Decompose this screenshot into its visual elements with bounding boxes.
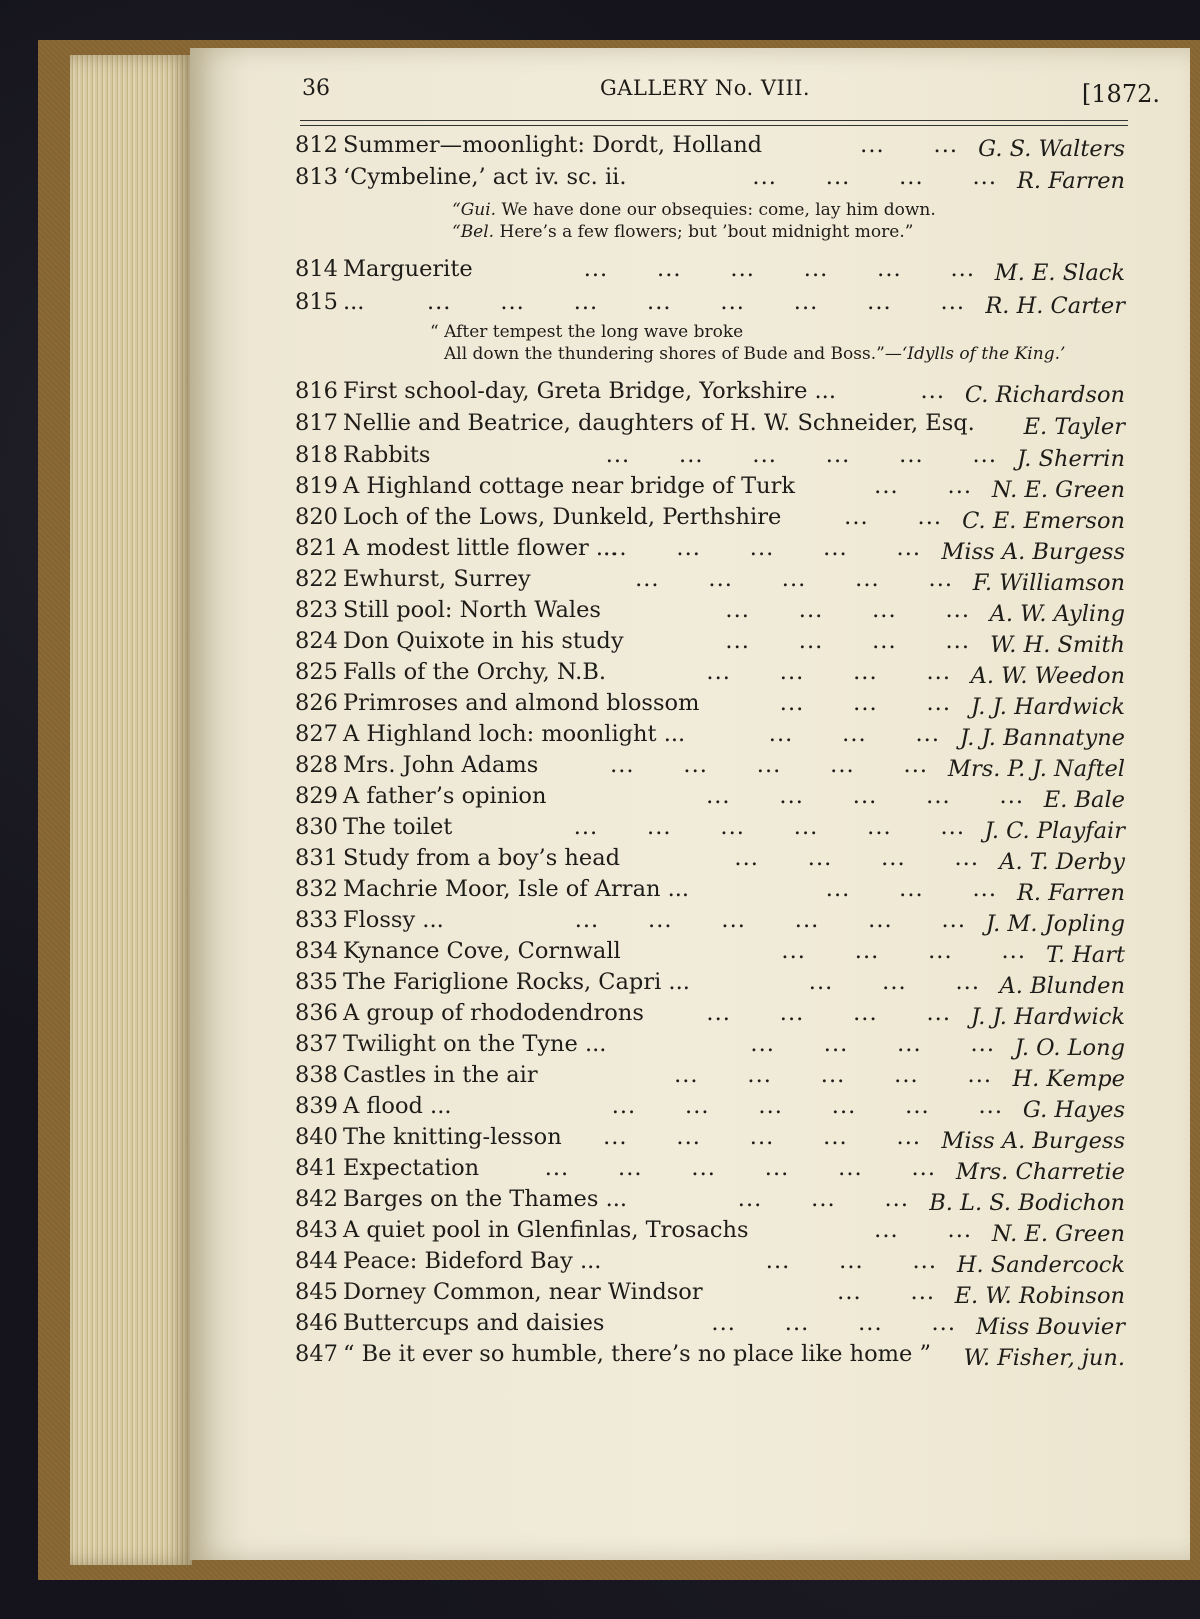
entry-artist: A. W. Weedon <box>970 663 1125 689</box>
catalogue-entry <box>295 504 1125 534</box>
leader-dots: ... ... ... ... <box>725 628 970 654</box>
entry-number: 816 <box>295 378 338 404</box>
catalogue-entry <box>295 783 1125 813</box>
catalogue-entry <box>295 907 1125 937</box>
catalogue-entry <box>295 442 1125 472</box>
entry-artist: T. Hart <box>1046 942 1125 968</box>
catalogue-entry <box>295 1062 1125 1092</box>
entry-artist: Miss A. Burgess <box>941 539 1125 565</box>
entry-artist: J. J. Hardwick <box>970 1004 1125 1030</box>
entry-number: 846 <box>295 1310 338 1336</box>
catalogue-entry <box>295 845 1125 875</box>
entry-title: Flossy ... <box>343 907 444 933</box>
entry-title: Primroses and almond blossom <box>343 690 700 716</box>
entry-title: The knitting-lesson <box>343 1124 562 1150</box>
entry-number: 840 <box>295 1124 338 1150</box>
speaker: “Bel. <box>452 222 495 242</box>
catalogue-page <box>190 48 1190 1560</box>
entry-number: 836 <box>295 1000 338 1026</box>
entry-number: 841 <box>295 1155 338 1181</box>
entry-artist: N. E. Green <box>991 477 1125 503</box>
entry-artist: J. M. Jopling <box>985 911 1125 937</box>
entry-number: 815 <box>295 289 338 315</box>
catalogue-entry <box>295 164 1125 194</box>
leader-dots: ... ... ... ... ... <box>603 1124 921 1150</box>
entry-number: 818 <box>295 442 338 468</box>
entry-artist: R. Farren <box>1016 880 1125 906</box>
leader-dots: ... ... ... ... ... ... <box>544 1155 936 1181</box>
entry-number: 824 <box>295 628 338 654</box>
leader-dots: ... <box>920 378 945 404</box>
leader-dots: ... ... <box>860 132 958 158</box>
entry-artist: H. Kempe <box>1012 1066 1125 1092</box>
entry-title: Buttercups and daisies <box>343 1310 605 1336</box>
entry-title: Barges on the Thames ... <box>343 1186 628 1212</box>
catalogue-entry <box>295 1186 1125 1216</box>
catalogue-entry <box>295 1341 1125 1371</box>
leader-dots: ... ... ... ... <box>752 164 997 190</box>
leader-dots: ... ... ... ... ... <box>674 1062 992 1088</box>
entry-title: Mrs. John Adams <box>343 752 539 778</box>
quote-source: ‘Idylls of the King.’ <box>901 344 1066 364</box>
entry-title: Study from a boy’s head <box>343 845 621 871</box>
quote-text: “ After tempest the long wave broke <box>430 322 744 342</box>
catalogue-entry <box>295 1031 1125 1061</box>
entry-artist: J. C. Playfair <box>984 818 1125 844</box>
entry-artist: N. E. Green <box>991 1221 1125 1247</box>
quote-text: Here’s a few flowers; but ’bout midnight more.” <box>499 222 914 242</box>
running-head: GALLERY No. VIII. <box>600 76 811 100</box>
catalogue-entry <box>295 289 1125 319</box>
quote-text: We have done our obsequies: come, lay him down. <box>501 200 936 220</box>
entry-number: 847 <box>295 1341 338 1367</box>
entry-title: “ Be it ever so humble, there’s no place like home ” <box>343 1341 931 1367</box>
leader-dots: ... ... ... ... ... <box>610 752 928 778</box>
header-rule <box>300 125 1128 126</box>
entry-artist: Miss Bouvier <box>975 1314 1125 1340</box>
entry-title: Twilight on the Tyne ... <box>343 1031 607 1057</box>
entry-title: A Highland cottage near bridge of Turk <box>343 473 795 499</box>
catalogue-entry <box>295 132 1125 162</box>
entry-artist: F. Williamson <box>972 570 1125 596</box>
page-number: 36 <box>302 76 330 101</box>
entry-title: The Fariglione Rocks, Capri ... <box>343 969 690 995</box>
entry-artist: A. W. Ayling <box>989 601 1125 627</box>
entry-number: 821 <box>295 535 338 561</box>
catalogue-entry <box>295 535 1125 565</box>
entry-title: A flood ... <box>343 1093 452 1119</box>
entry-number: 825 <box>295 659 338 685</box>
quote-text: All down the thundering shores of Bude and Boss.”— <box>444 344 902 364</box>
entry-artist: Mrs. P. J. Naftel <box>947 756 1125 782</box>
leader-dots: ... ... ... ... <box>781 938 1026 964</box>
catalogue-entry <box>295 628 1125 658</box>
leader-dots: ... ... ... ... <box>706 659 951 685</box>
leader-dots: ... ... <box>874 473 972 499</box>
leader-dots: ... ... <box>837 1279 935 1305</box>
catalogue-entry <box>295 938 1125 968</box>
leader-dots: ... ... ... ... ... ... <box>583 256 975 282</box>
entry-artist: B. L. S. Bodichon <box>929 1190 1125 1216</box>
entry-title: A group of rhododendrons <box>343 1000 644 1026</box>
speaker: “Gui. <box>452 200 497 220</box>
entry-artist: A. Blunden <box>999 973 1125 999</box>
catalogue-entry <box>295 814 1125 844</box>
entry-number: 826 <box>295 690 338 716</box>
entry-number: 813 <box>295 164 338 190</box>
entry-title: Castles in the air <box>343 1062 538 1088</box>
entry-title: A Highland loch: moonlight ... <box>343 721 686 747</box>
entry-title: Marguerite <box>343 256 473 282</box>
catalogue-entry <box>295 876 1125 906</box>
entry-title: A father’s opinion <box>343 783 547 809</box>
entry-title: A modest little flower ... <box>343 535 618 561</box>
entry-artist: C. E. Emerson <box>962 508 1125 534</box>
catalogue-entry <box>295 378 1125 408</box>
leader-dots: ... ... ... <box>808 969 980 995</box>
leader-dots: ... ... ... <box>768 721 940 747</box>
leader-dots: ... ... ... ... <box>711 1310 956 1336</box>
entry-title: Expectation <box>343 1155 480 1181</box>
entry-title: Falls of the Orchy, N.B. <box>343 659 607 685</box>
entry-artist: E. Tayler <box>1023 414 1125 440</box>
leader-dots: ... ... ... ... ... ... <box>611 1093 1003 1119</box>
entry-number: 844 <box>295 1248 338 1274</box>
catalogue-entry <box>295 1155 1125 1185</box>
entry-artist: J. J. Bannatyne <box>959 725 1125 751</box>
entry-artist: R. Farren <box>1016 168 1125 194</box>
entry-number: 820 <box>295 504 338 530</box>
entry-title: A quiet pool in Glenfinlas, Trosachs <box>343 1217 749 1243</box>
page-header <box>190 76 1190 116</box>
entry-artist: E. Bale <box>1043 787 1125 813</box>
entry-artist: W. H. Smith <box>990 632 1125 658</box>
entry-number: 839 <box>295 1093 338 1119</box>
catalogue-entry <box>295 256 1125 286</box>
leader-dots: ... ... ... ... <box>734 845 979 871</box>
leader-dots: ... ... ... <box>765 1248 937 1274</box>
entry-number: 812 <box>295 132 338 158</box>
entry-number: 828 <box>295 752 338 778</box>
entry-title: Still pool: North Wales <box>343 597 601 623</box>
entry-title: First school-day, Greta Bridge, Yorkshire ... <box>343 378 836 404</box>
entry-artist: J. O. Long <box>1014 1035 1125 1061</box>
quote-813-line-2 <box>452 222 913 242</box>
entry-number: 822 <box>295 566 338 592</box>
leader-dots: ... ... ... ... <box>725 597 970 623</box>
entry-number: 832 <box>295 876 338 902</box>
catalogue-entry <box>295 659 1125 689</box>
entry-number: 833 <box>295 907 338 933</box>
entry-number: 838 <box>295 1062 338 1088</box>
catalogue-entry <box>295 410 1125 440</box>
entry-artist: J. Sherrin <box>1017 446 1125 472</box>
catalogue-entry <box>295 1124 1125 1154</box>
entry-artist: R. H. Carter <box>985 293 1125 319</box>
entry-title: The toilet <box>343 814 453 840</box>
entry-title: Machrie Moor, Isle of Arran ... <box>343 876 690 902</box>
catalogue-entry <box>295 969 1125 999</box>
year-mark: [1872. <box>1081 80 1160 108</box>
entry-number: 817 <box>295 410 338 436</box>
entry-number: 829 <box>295 783 338 809</box>
entry-number: 842 <box>295 1186 338 1212</box>
entry-number: 823 <box>295 597 338 623</box>
leader-dots: ... ... ... ... <box>750 1031 995 1057</box>
entry-number: 819 <box>295 473 338 499</box>
entry-title: Rabbits <box>343 442 431 468</box>
catalogue-entry <box>295 1093 1125 1123</box>
catalogue-entry <box>295 1217 1125 1247</box>
entry-number: 830 <box>295 814 338 840</box>
entry-number: 837 <box>295 1031 338 1057</box>
quote-813-line-1 <box>452 200 936 220</box>
leader-dots: ... ... ... ... ... <box>635 566 953 592</box>
entry-number: 835 <box>295 969 338 995</box>
entry-title: Nellie and Beatrice, daughters of H. W. Schneider, Esq. <box>343 410 975 436</box>
leader-dots: ... ... ... <box>779 690 951 716</box>
header-rule <box>300 120 1128 121</box>
entry-title: Kynance Cove, Cornwall <box>343 938 621 964</box>
leader-dots: ... ... ... <box>737 1186 909 1212</box>
leader-dots: ... ... <box>874 1217 972 1243</box>
entry-number: 845 <box>295 1279 338 1305</box>
entry-artist: G. S. Walters <box>978 136 1125 162</box>
leader-dots: ... ... ... ... ... ... <box>605 442 997 468</box>
entry-artist: C. Richardson <box>964 382 1125 408</box>
catalogue-entry <box>295 721 1125 751</box>
leader-dots: ... ... ... ... ... ... <box>574 907 966 933</box>
entry-number: 831 <box>295 845 338 871</box>
catalogue-entry <box>295 1248 1125 1278</box>
leader-dots: ... ... ... ... ... ... <box>573 814 965 840</box>
entry-artist: Mrs. Charretie <box>955 1159 1125 1185</box>
entry-title: Ewhurst, Surrey <box>343 566 531 592</box>
entry-title: Dorney Common, near Windsor <box>343 1279 703 1305</box>
entry-title: Don Quixote in his study <box>343 628 624 654</box>
quote-815-line-2 <box>444 344 1065 364</box>
quote-815-line-1 <box>430 322 743 342</box>
entry-artist: W. Fisher, jun. <box>963 1345 1125 1371</box>
entry-artist: M. E. Slack <box>994 260 1125 286</box>
entry-number: 834 <box>295 938 338 964</box>
entry-title: Peace: Bideford Bay ... <box>343 1248 602 1274</box>
leader-dots: ... ... ... ... ... <box>603 535 921 561</box>
catalogue-entry <box>295 566 1125 596</box>
catalogue-entry <box>295 1000 1125 1030</box>
entry-artist: H. Sandercock <box>956 1252 1125 1278</box>
page-edges <box>70 55 192 1565</box>
catalogue-entry <box>295 1310 1125 1340</box>
entry-artist: Miss A. Burgess <box>941 1128 1125 1154</box>
entry-title: ‘Cymbeline,’ act iv. sc. ii. <box>343 164 627 190</box>
leader-dots: ... ... ... <box>825 876 997 902</box>
leader-dots: ... ... <box>844 504 942 530</box>
leader-dots: ... ... ... ... ... ... ... ... <box>426 289 965 315</box>
catalogue-entry <box>295 597 1125 627</box>
entry-number: 827 <box>295 721 338 747</box>
catalogue-entry <box>295 1279 1125 1309</box>
catalogue-entry <box>295 690 1125 720</box>
entry-title: Loch of the Lows, Dunkeld, Perthshire <box>343 504 782 530</box>
entry-artist: A. T. Derby <box>999 849 1125 875</box>
leader-dots: ... ... ... ... <box>706 1000 951 1026</box>
entry-artist: J. J. Hardwick <box>970 694 1125 720</box>
catalogue-entry <box>295 473 1125 503</box>
entry-title: Summer—moonlight: Dordt, Holland <box>343 132 763 158</box>
leader-dots: ... ... ... ... ... <box>706 783 1024 809</box>
entry-number: 843 <box>295 1217 338 1243</box>
catalogue-entry <box>295 752 1125 782</box>
entry-title: ... <box>343 289 365 315</box>
entry-artist: G. Hayes <box>1022 1097 1125 1123</box>
entry-artist: E. W. Robinson <box>954 1283 1125 1309</box>
entry-number: 814 <box>295 256 338 282</box>
